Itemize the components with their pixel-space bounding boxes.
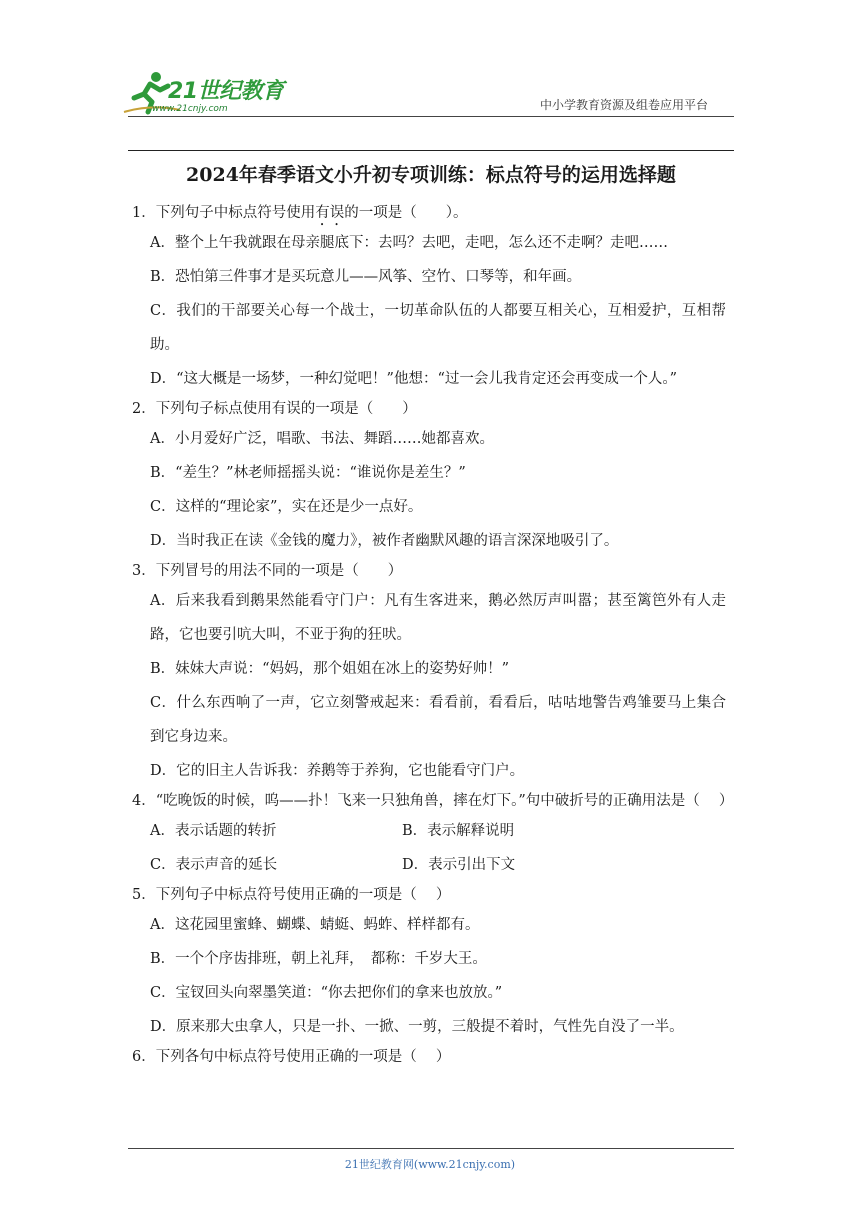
option-a: A．小月爱好广泛，唱歌、书法、舞蹈……她都喜欢。 — [150, 431, 494, 447]
question-6 — [132, 1044, 732, 1070]
option-b: B．妹妹大声说：“妈妈，那个姐姐在冰上的姿势好帅！” — [150, 661, 509, 677]
stem-text: 1．下列句子中标点符号使用 — [132, 205, 316, 221]
option-a: A．整个上午我就跟在母亲腿底下：去吗？去吧，走吧，怎么还不走啊？走吧…… — [150, 235, 668, 251]
option-b: B．一个个序齿排班，朝上礼拜， 都称：千岁大王。 — [150, 951, 487, 967]
option-c: C．这样的“理论家”，实在还是少一点好。 — [150, 499, 423, 515]
option-a: A．后来我看到鹅果然能看守门户：凡有生客进来，鹅必然厉声叫嚣；甚至篱笆外有人走路，它也要引吭大叫，不亚于狗的狂吠。 — [150, 593, 726, 643]
header-rule — [128, 116, 734, 117]
option-c: C．宝钗回头向翠墨笑道：“你去把你们的拿来也放放。” — [150, 985, 503, 1001]
question-stem: 3．下列冒号的用法不同的一项是（ ） — [132, 563, 403, 579]
option-d: D．原来那大虫拿人，只是一扑、一掀、一剪，三般提不着时，气性先自没了一半。 — [150, 1019, 684, 1035]
stem-text: 的一项是（ ）。 — [344, 205, 468, 221]
option-grid — [132, 814, 732, 882]
option-d: D．当时我正在读《金钱的魔力》，被作者幽默风趣的语言深深地吸引了。 — [150, 533, 619, 549]
question-stem: 2．下列句子标点使用有误的一项是（ ） — [132, 401, 417, 417]
question-list — [132, 200, 732, 1070]
option-b: B．恐怕第三件事才是买玩意儿——风筝、空竹、口琴等，和年画。 — [150, 269, 582, 285]
option-c: C．我们的干部要关心每一个战士，一切革命队伍的人都要互相关心，互相爱护，互相帮助。 — [150, 303, 726, 353]
question-3 — [132, 558, 732, 788]
logo-text: 21世纪教育 — [168, 79, 284, 104]
footer-rule — [128, 1148, 734, 1149]
question-5 — [132, 882, 732, 1044]
logo-url: www.21cnjy.com — [152, 104, 228, 114]
option-a: A．这花园里蜜蜂、蝴蝶、蜻蜓、蚂蚱、样样都有。 — [150, 917, 480, 933]
option-b: B．表示解释说明 — [402, 823, 515, 839]
page-title: 2024年春季语文小升初专项训练：标点符号的运用选择题 — [186, 164, 676, 186]
stem-emphasis: 有误 — [315, 205, 345, 221]
footer-link[interactable]: 21世纪教育网(www.21cnjy.com) — [344, 1158, 516, 1171]
question-2 — [132, 396, 732, 558]
option-a: A．表示话题的转折 — [150, 823, 277, 839]
option-d: D．它的旧主人告诉我：养鹅等于养狗，它也能看守门户。 — [150, 763, 525, 779]
option-d: D．“这大概是一场梦，一种幻觉吧！”他想：“过一会儿我肯定还会再变成一个人。” — [150, 371, 678, 387]
question-1 — [132, 200, 732, 396]
question-stem: 6．下列各句中标点符号使用正确的一项是（ ） — [132, 1049, 451, 1065]
question-4 — [132, 788, 732, 882]
option-d: D．表示引出下文 — [402, 857, 516, 873]
question-stem: 4．“吃晚饭的时候，呜——扑！飞来一只独角兽，摔在灯下。”句中破折号的正确用法是（ ） — [132, 793, 734, 809]
option-c: C．表示声音的延长 — [150, 857, 278, 873]
option-b: B．“差生？”林老师摇摇头说：“谁说你是差生？” — [150, 465, 466, 481]
question-stem — [132, 200, 732, 226]
title-rule — [128, 150, 734, 151]
platform-name: 中小学教育资源及组卷应用平台 — [540, 98, 709, 112]
option-c: C．什么东西响了一声，它立刻警戒起来：看看前，看看后，咕咕地警告鸡雏要马上集合到它身边来。 — [150, 695, 726, 745]
site-logo — [122, 68, 292, 118]
question-stem: 5．下列句子中标点符号使用正确的一项是（ ） — [132, 887, 451, 903]
